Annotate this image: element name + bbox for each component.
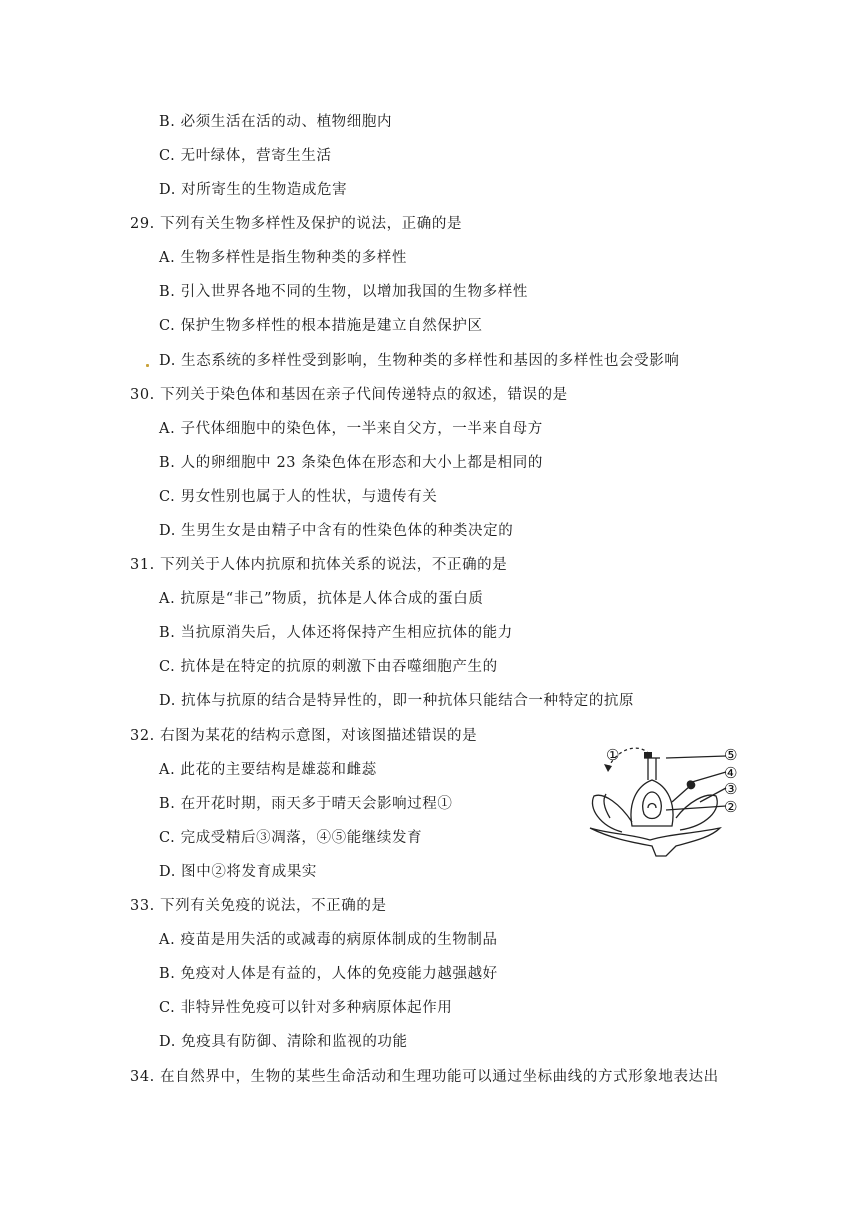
option-33-a: A. 疫苗是用失活的或减毒的病原体制成的生物制品 bbox=[159, 932, 498, 948]
flower-structure-figure bbox=[580, 738, 740, 858]
receptacle-sepals bbox=[590, 828, 720, 856]
option-28-d: D. 对所寄生的生物造成危害 bbox=[159, 182, 348, 198]
option-32-b: B. 在开花时期，雨天多于晴天会影响过程① bbox=[159, 796, 453, 812]
leader-5 bbox=[666, 756, 726, 758]
option-28-b: B. 必须生活在活的动、植物细胞内 bbox=[159, 114, 393, 130]
option-31-a: A. 抗原是“非己”物质，抗体是人体合成的蛋白质 bbox=[159, 591, 484, 607]
ovule bbox=[643, 792, 662, 819]
option-33-c: C. 非特异性免疫可以针对多种病原体起作用 bbox=[159, 1000, 453, 1016]
label-1: ① bbox=[606, 746, 620, 764]
flower-drawing bbox=[590, 748, 726, 856]
pollen-grain bbox=[644, 752, 652, 758]
option-30-d: D. 生男生女是由精子中含有的性染色体的种类决定的 bbox=[159, 523, 514, 539]
label-3: ③ bbox=[724, 780, 738, 798]
option-32-a: A. 此花的主要结构是雄蕊和雌蕊 bbox=[159, 762, 377, 778]
option-31-d: D. 抗体与抗原的结合是特异性的，即一种抗体只能结合一种特定的抗原 bbox=[159, 693, 635, 709]
right-petal bbox=[676, 795, 717, 830]
left-petal bbox=[592, 795, 632, 832]
option-32-c: C. 完成受精后③凋落，④⑤能继续发育 bbox=[159, 830, 423, 846]
option-28-c: C. 无叶绿体，营寄生生活 bbox=[159, 148, 332, 164]
option-29-a: A. 生物多样性是指生物种类的多样性 bbox=[159, 250, 407, 266]
label-2: ② bbox=[724, 798, 738, 816]
question-29: 29. 下列有关生物多样性及保护的说法，正确的是 bbox=[130, 216, 463, 232]
question-32: 32. 右图为某花的结构示意图，对该图描述错误的是 bbox=[130, 728, 478, 744]
leader-4 bbox=[692, 772, 726, 782]
option-29-b: B. 引入世界各地不同的生物，以增加我国的生物多样性 bbox=[159, 284, 528, 300]
question-31: 31. 下列关于人体内抗原和抗体关系的说法，不正确的是 bbox=[130, 557, 508, 573]
option-31-c: C. 抗体是在特定的抗原的刺激下由吞噬细胞产生的 bbox=[159, 659, 498, 675]
option-30-a: A. 子代体细胞中的染色体，一半来自父方，一半来自母方 bbox=[159, 421, 543, 437]
leader-3 bbox=[700, 788, 726, 802]
label-4: ④ bbox=[724, 764, 738, 782]
question-30: 30. 下列关于染色体和基因在亲子代间传递特点的叙述，错误的是 bbox=[130, 387, 568, 403]
option-31-b: B. 当抗原消失后，人体还将保持产生相应抗体的能力 bbox=[159, 625, 513, 641]
leader-2 bbox=[666, 806, 726, 810]
question-34: 34. 在自然界中，生物的某些生命活动和生理功能可以通过坐标曲线的方式形象地表达出 bbox=[130, 1069, 719, 1085]
option-30-b: B. 人的卵细胞中 23 条染色体在形态和大小上都是相同的 bbox=[159, 455, 543, 471]
option-32-d: D. 图中②将发育成果实 bbox=[159, 864, 318, 880]
option-33-b: B. 免疫对人体是有益的，人体的免疫能力越强越好 bbox=[159, 966, 498, 982]
scan-artifact-dot bbox=[146, 364, 149, 367]
question-33: 33. 下列有关免疫的说法，不正确的是 bbox=[130, 898, 387, 914]
pollination-arrowhead bbox=[604, 764, 612, 772]
option-33-d: D. 免疫具有防御、清除和监视的功能 bbox=[159, 1034, 408, 1050]
option-29-d: D. 生态系统的多样性受到影响，生物种类的多样性和基因的多样性也会受影响 bbox=[159, 353, 680, 369]
filament bbox=[672, 786, 690, 802]
label-5: ⑤ bbox=[724, 746, 738, 764]
ovule-inner bbox=[648, 804, 656, 809]
option-30-c: C. 男女性别也属于人的性状，与遗传有关 bbox=[159, 489, 438, 505]
option-29-c: C. 保护生物多样性的根本措施是建立自然保护区 bbox=[159, 318, 483, 334]
